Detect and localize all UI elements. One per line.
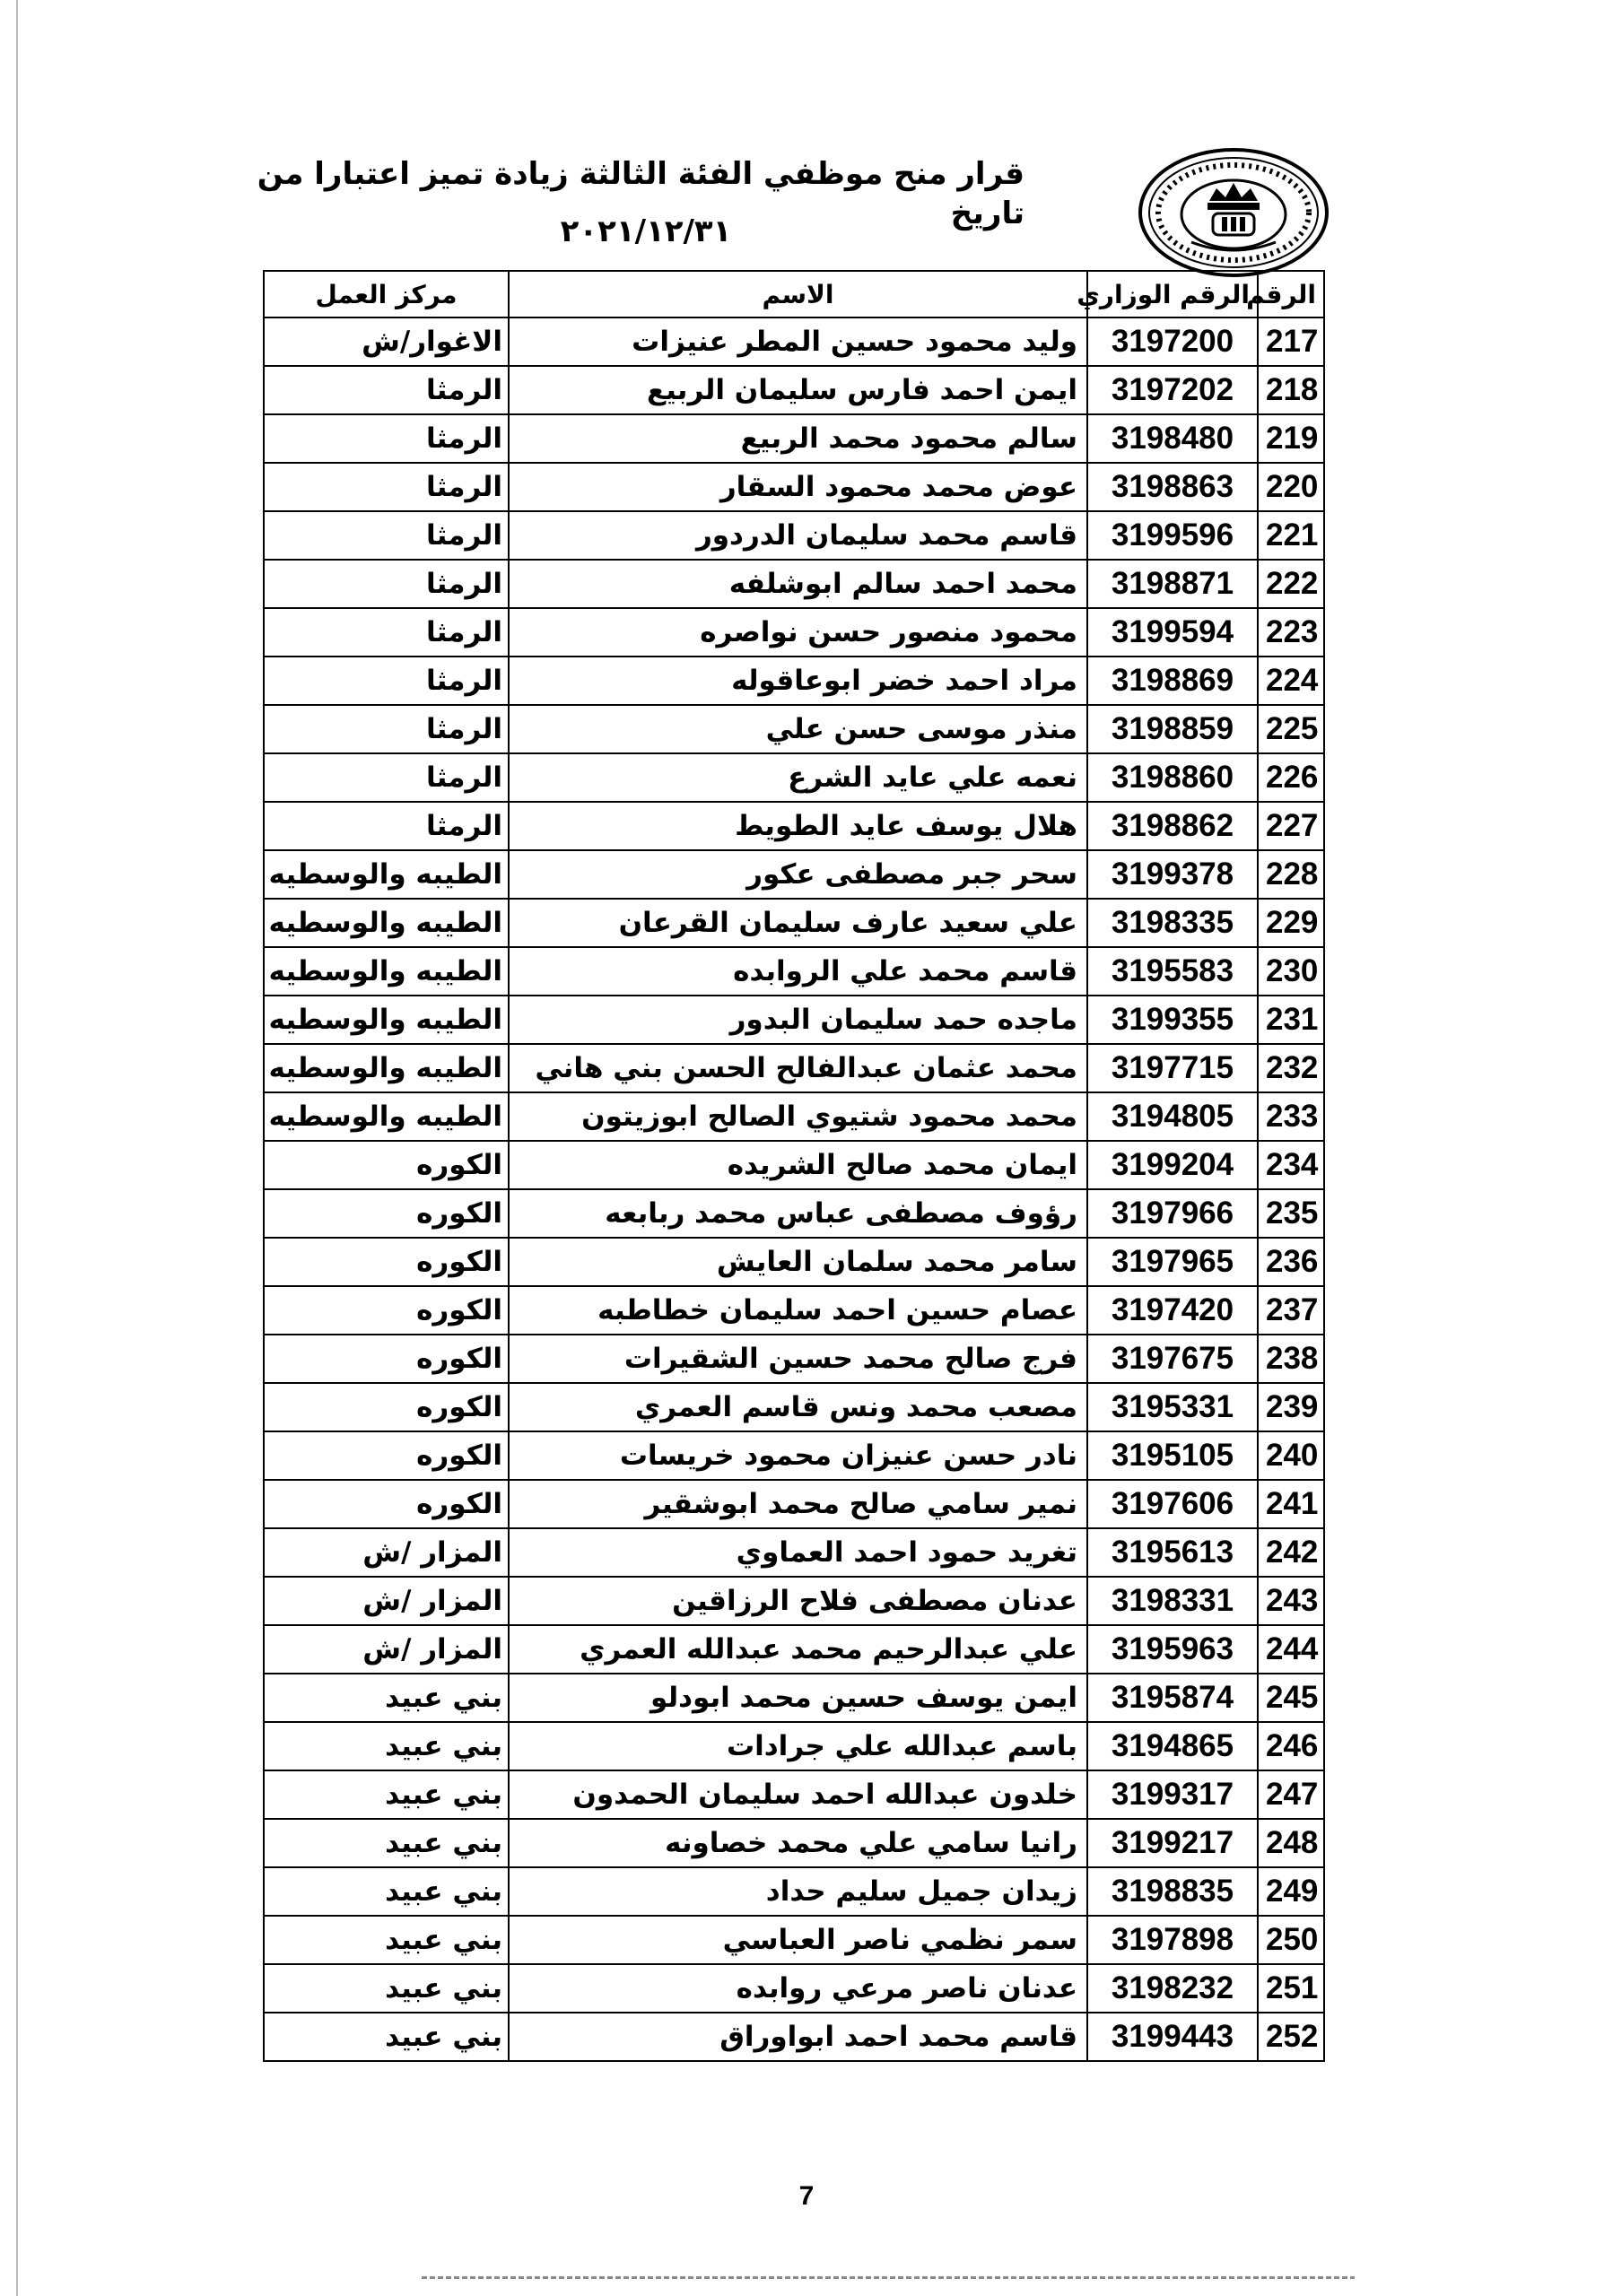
- employee-name-cell: سمر نظمي ناصر العباسي: [509, 1916, 1087, 1964]
- employee-name-cell: فرج صالح محمد حسين الشقيرات: [509, 1335, 1087, 1383]
- table-row: [264, 1044, 1324, 1092]
- header-name: الاسم: [509, 271, 1087, 317]
- workplace-cell: بني عبيد: [264, 1674, 509, 1722]
- ministry-id-cell: 3195963: [1087, 1625, 1258, 1674]
- ministry-id-cell: 3197202: [1087, 366, 1258, 414]
- ministry-seal-icon: [1136, 145, 1331, 280]
- table-body: [264, 317, 1324, 2061]
- employee-name-cell: نمير سامي صالح محمد ابوشقير: [509, 1480, 1087, 1528]
- row-number-cell: 223: [1258, 608, 1324, 657]
- ministry-id-cell: 3199596: [1087, 511, 1258, 560]
- workplace-cell: الرمثا: [264, 608, 509, 657]
- table-row: [264, 1819, 1324, 1867]
- employee-name-cell: عصام حسين احمد سليمان خطاطبه: [509, 1286, 1087, 1335]
- workplace-cell: الكوره: [264, 1480, 509, 1528]
- employee-name-cell: رؤوف مصطفى عباس محمد ربابعه: [509, 1189, 1087, 1238]
- header-number: الرقم: [1258, 271, 1324, 317]
- workplace-cell: الطيبه والوسطيه: [264, 1044, 509, 1092]
- table-row: [264, 947, 1324, 996]
- table-row: [264, 1528, 1324, 1577]
- workplace-cell: بني عبيد: [264, 1770, 509, 1819]
- workplace-cell: الطيبه والوسطيه: [264, 947, 509, 996]
- employee-name-cell: عوض محمد محمود السقار: [509, 463, 1087, 511]
- workplace-cell: الرمثا: [264, 463, 509, 511]
- row-number-cell: 232: [1258, 1044, 1324, 1092]
- employee-name-cell: خلدون عبدالله احمد سليمان الحمدون: [509, 1770, 1087, 1819]
- workplace-cell: الكوره: [264, 1189, 509, 1238]
- ministry-id-cell: 3198863: [1087, 463, 1258, 511]
- table-row: [264, 1286, 1324, 1335]
- ministry-id-cell: 3197715: [1087, 1044, 1258, 1092]
- row-number-cell: 245: [1258, 1674, 1324, 1722]
- ministry-id-cell: 3198335: [1087, 899, 1258, 947]
- table-row: [264, 1189, 1324, 1238]
- row-number-cell: 246: [1258, 1722, 1324, 1770]
- employee-name-cell: نادر حسن عنيزان محمود خريسات: [509, 1431, 1087, 1480]
- row-number-cell: 228: [1258, 850, 1324, 899]
- ministry-id-cell: 3197606: [1087, 1480, 1258, 1528]
- workplace-cell: الكوره: [264, 1431, 509, 1480]
- row-number-cell: 244: [1258, 1625, 1324, 1674]
- row-number-cell: 242: [1258, 1528, 1324, 1577]
- ministry-id-cell: 3198860: [1087, 753, 1258, 802]
- row-number-cell: 219: [1258, 414, 1324, 463]
- row-number-cell: 231: [1258, 996, 1324, 1044]
- employee-name-cell: ايمن احمد فارس سليمان الربيع: [509, 366, 1087, 414]
- table-row: [264, 1867, 1324, 1916]
- workplace-cell: الرمثا: [264, 511, 509, 560]
- employee-name-cell: محمود منصور حسن نواصره: [509, 608, 1087, 657]
- table-row: [264, 1964, 1324, 2013]
- document-date: ٢٠٢١/١٢/٣١: [560, 213, 732, 249]
- table-row: [264, 1238, 1324, 1286]
- table-row: [264, 1092, 1324, 1141]
- row-number-cell: 226: [1258, 753, 1324, 802]
- scan-bottom-edge: [422, 2276, 1355, 2279]
- ministry-id-cell: 3195874: [1087, 1674, 1258, 1722]
- workplace-cell: الطيبه والوسطيه: [264, 996, 509, 1044]
- table-row: [264, 366, 1324, 414]
- workplace-cell: الاغوار/ش: [264, 317, 509, 366]
- employee-name-cell: تغريد حمود احمد العماوي: [509, 1528, 1087, 1577]
- employees-table: [263, 270, 1325, 2062]
- table-row: [264, 560, 1324, 608]
- ministry-id-cell: 3198835: [1087, 1867, 1258, 1916]
- workplace-cell: الرمثا: [264, 802, 509, 850]
- workplace-cell: الرمثا: [264, 560, 509, 608]
- workplace-cell: الطيبه والوسطيه: [264, 850, 509, 899]
- table-row: [264, 317, 1324, 366]
- employee-name-cell: محمد عثمان عبدالفالح الحسن بني هاني: [509, 1044, 1087, 1092]
- workplace-cell: بني عبيد: [264, 1819, 509, 1867]
- employee-name-cell: وليد محمود حسين المطر عنيزات: [509, 317, 1087, 366]
- workplace-cell: الرمثا: [264, 366, 509, 414]
- employee-name-cell: ماجده حمد سليمان البدور: [509, 996, 1087, 1044]
- ministry-id-cell: 3199378: [1087, 850, 1258, 899]
- row-number-cell: 233: [1258, 1092, 1324, 1141]
- employee-name-cell: مراد احمد خضر ابوعاقوله: [509, 657, 1087, 705]
- row-number-cell: 240: [1258, 1431, 1324, 1480]
- row-number-cell: 239: [1258, 1383, 1324, 1431]
- ministry-id-cell: 3195331: [1087, 1383, 1258, 1431]
- row-number-cell: 222: [1258, 560, 1324, 608]
- ministry-id-cell: 3198871: [1087, 560, 1258, 608]
- workplace-cell: الكوره: [264, 1335, 509, 1383]
- employees-table-wrapper: [263, 270, 1323, 2062]
- ministry-id-cell: 3197675: [1087, 1335, 1258, 1383]
- employee-name-cell: منذر موسى حسن علي: [509, 705, 1087, 753]
- table-row: [264, 511, 1324, 560]
- ministry-id-cell: 3195583: [1087, 947, 1258, 996]
- row-number-cell: 238: [1258, 1335, 1324, 1383]
- table-row: [264, 1625, 1324, 1674]
- row-number-cell: 235: [1258, 1189, 1324, 1238]
- ministry-id-cell: 3197966: [1087, 1189, 1258, 1238]
- employee-name-cell: زيدان جميل سليم حداد: [509, 1867, 1087, 1916]
- ministry-id-cell: 3198862: [1087, 802, 1258, 850]
- table-row: [264, 996, 1324, 1044]
- row-number-cell: 224: [1258, 657, 1324, 705]
- employee-name-cell: ايمن يوسف حسين محمد ابودلو: [509, 1674, 1087, 1722]
- employee-name-cell: محمد محمود شتيوي الصالح ابوزيتون: [509, 1092, 1087, 1141]
- table-row: [264, 1722, 1324, 1770]
- ministry-id-cell: 3199443: [1087, 2013, 1258, 2061]
- ministry-id-cell: 3197420: [1087, 1286, 1258, 1335]
- row-number-cell: 251: [1258, 1964, 1324, 2013]
- table-row: [264, 1141, 1324, 1189]
- workplace-cell: المزار /ش: [264, 1528, 509, 1577]
- table-row: [264, 850, 1324, 899]
- workplace-cell: الطيبه والوسطيه: [264, 1092, 509, 1141]
- workplace-cell: الرمثا: [264, 414, 509, 463]
- ministry-id-cell: 3199317: [1087, 1770, 1258, 1819]
- row-number-cell: 249: [1258, 1867, 1324, 1916]
- header-ministry-id: الرقم الوزاري: [1087, 271, 1258, 317]
- employee-name-cell: رانيا سامي علي محمد خصاونه: [509, 1819, 1087, 1867]
- row-number-cell: 236: [1258, 1238, 1324, 1286]
- row-number-cell: 247: [1258, 1770, 1324, 1819]
- workplace-cell: بني عبيد: [264, 1964, 509, 2013]
- row-number-cell: 217: [1258, 317, 1324, 366]
- row-number-cell: 241: [1258, 1480, 1324, 1528]
- employee-name-cell: عدنان ناصر مرعي روابده: [509, 1964, 1087, 2013]
- table-row: [264, 802, 1324, 850]
- workplace-cell: الرمثا: [264, 753, 509, 802]
- ministry-id-cell: 3194865: [1087, 1722, 1258, 1770]
- row-number-cell: 218: [1258, 366, 1324, 414]
- table-row: [264, 1383, 1324, 1431]
- employee-name-cell: عدنان مصطفى فلاح الرزاقين: [509, 1577, 1087, 1625]
- employee-name-cell: علي سعيد عارف سليمان القرعان: [509, 899, 1087, 947]
- table-row: [264, 657, 1324, 705]
- workplace-cell: الرمثا: [264, 657, 509, 705]
- ministry-id-cell: 3199204: [1087, 1141, 1258, 1189]
- table-row: [264, 899, 1324, 947]
- table-row: [264, 1577, 1324, 1625]
- ministry-id-cell: 3198331: [1087, 1577, 1258, 1625]
- ministry-id-cell: 3195613: [1087, 1528, 1258, 1577]
- employee-name-cell: قاسم محمد سليمان الدردور: [509, 511, 1087, 560]
- workplace-cell: الكوره: [264, 1383, 509, 1431]
- table-row: [264, 1770, 1324, 1819]
- ministry-id-cell: 3195105: [1087, 1431, 1258, 1480]
- employee-name-cell: ايمان محمد صالح الشريده: [509, 1141, 1087, 1189]
- table-row: [264, 1480, 1324, 1528]
- ministry-id-cell: 3199594: [1087, 608, 1258, 657]
- ministry-id-cell: 3197200: [1087, 317, 1258, 366]
- row-number-cell: 234: [1258, 1141, 1324, 1189]
- row-number-cell: 229: [1258, 899, 1324, 947]
- employee-name-cell: سامر محمد سلمان العايش: [509, 1238, 1087, 1286]
- ministry-id-cell: 3199217: [1087, 1819, 1258, 1867]
- workplace-cell: بني عبيد: [264, 1722, 509, 1770]
- table-row: [264, 414, 1324, 463]
- employee-name-cell: سالم محمود محمد الربيع: [509, 414, 1087, 463]
- document-title: قرار منح موظفي الفئة الثالثة زيادة تميز اعتبارا من تاريخ: [257, 156, 1024, 231]
- row-number-cell: 250: [1258, 1916, 1324, 1964]
- workplace-cell: المزار /ش: [264, 1577, 509, 1625]
- row-number-cell: 252: [1258, 2013, 1324, 2061]
- workplace-cell: الطيبه والوسطيه: [264, 899, 509, 947]
- employee-name-cell: قاسم محمد احمد ابواوراق: [509, 2013, 1087, 2061]
- employee-name-cell: قاسم محمد علي الروابده: [509, 947, 1087, 996]
- employee-name-cell: باسم عبدالله علي جرادات: [509, 1722, 1087, 1770]
- employee-name-cell: مصعب محمد ونس قاسم العمري: [509, 1383, 1087, 1431]
- row-number-cell: 237: [1258, 1286, 1324, 1335]
- scan-edge-line: [16, 0, 18, 2296]
- ministry-id-cell: 3198480: [1087, 414, 1258, 463]
- row-number-cell: 227: [1258, 802, 1324, 850]
- header-workplace: مركز العمل: [264, 271, 509, 317]
- table-row: [264, 1431, 1324, 1480]
- table-row: [264, 608, 1324, 657]
- table-row: [264, 1674, 1324, 1722]
- workplace-cell: بني عبيد: [264, 1867, 509, 1916]
- workplace-cell: الكوره: [264, 1286, 509, 1335]
- table-row: [264, 2013, 1324, 2061]
- workplace-cell: المزار /ش: [264, 1625, 509, 1674]
- row-number-cell: 243: [1258, 1577, 1324, 1625]
- row-number-cell: 225: [1258, 705, 1324, 753]
- employee-name-cell: محمد احمد سالم ابوشلفه: [509, 560, 1087, 608]
- workplace-cell: بني عبيد: [264, 2013, 509, 2061]
- ministry-id-cell: 3199355: [1087, 996, 1258, 1044]
- row-number-cell: 248: [1258, 1819, 1324, 1867]
- table-row: [264, 1335, 1324, 1383]
- row-number-cell: 221: [1258, 511, 1324, 560]
- employee-name-cell: هلال يوسف عايد الطويط: [509, 802, 1087, 850]
- ministry-id-cell: 3194805: [1087, 1092, 1258, 1141]
- employee-name-cell: علي عبدالرحيم محمد عبدالله العمري: [509, 1625, 1087, 1674]
- table-row: [264, 463, 1324, 511]
- ministry-id-cell: 3197898: [1087, 1916, 1258, 1964]
- table-header-row: [264, 271, 1324, 317]
- workplace-cell: الكوره: [264, 1238, 509, 1286]
- table-row: [264, 705, 1324, 753]
- table-row: [264, 753, 1324, 802]
- table-row: [264, 1916, 1324, 1964]
- employee-name-cell: نعمه علي عايد الشرع: [509, 753, 1087, 802]
- row-number-cell: 230: [1258, 947, 1324, 996]
- workplace-cell: الكوره: [264, 1141, 509, 1189]
- page-number: 7: [798, 2181, 815, 2211]
- workplace-cell: بني عبيد: [264, 1916, 509, 1964]
- employee-name-cell: سحر جبر مصطفى عكور: [509, 850, 1087, 899]
- workplace-cell: الرمثا: [264, 705, 509, 753]
- ministry-id-cell: 3198232: [1087, 1964, 1258, 2013]
- ministry-id-cell: 3197965: [1087, 1238, 1258, 1286]
- ministry-id-cell: 3198869: [1087, 657, 1258, 705]
- ministry-id-cell: 3198859: [1087, 705, 1258, 753]
- row-number-cell: 220: [1258, 463, 1324, 511]
